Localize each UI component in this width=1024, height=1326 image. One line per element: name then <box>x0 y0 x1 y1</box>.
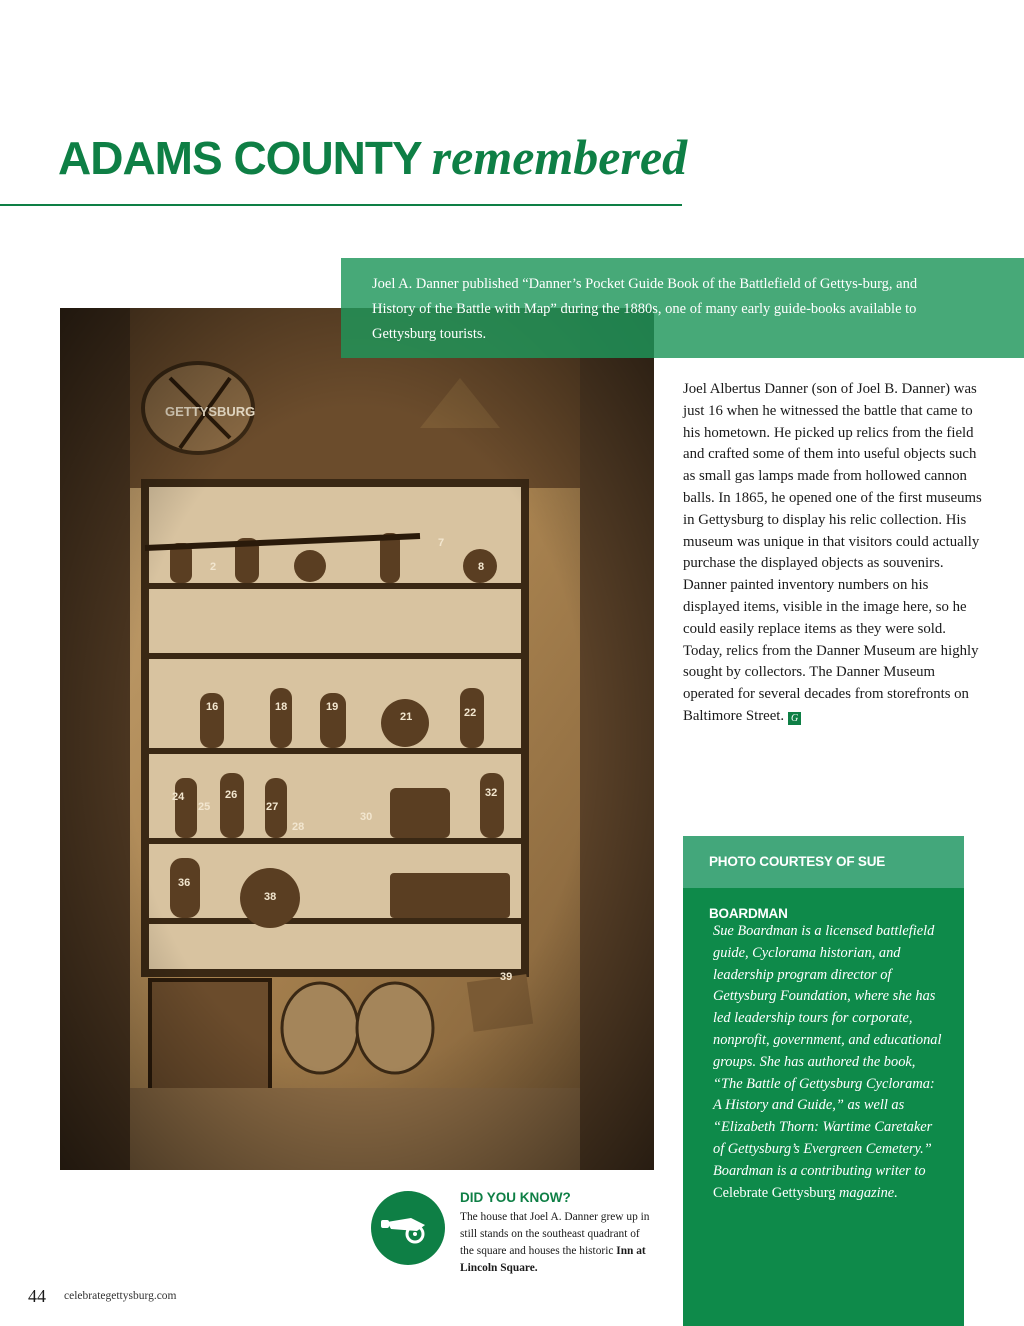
cannon-icon <box>371 1191 445 1265</box>
page-title <box>58 129 688 185</box>
bio-text <box>683 888 964 1204</box>
did-you-know-highlight: Inn at Lincoln Square. <box>460 1245 646 1274</box>
museum-display-cabinet-photo <box>60 308 654 1170</box>
title-bold: ADAMS COUNTY <box>58 132 422 184</box>
end-mark-icon: G <box>788 712 801 725</box>
bio-heading: PHOTO COURTESY OF SUE BOARDMAN <box>683 836 964 888</box>
author-bio <box>683 836 964 1326</box>
bio-text-end: magazine. <box>839 1184 898 1201</box>
did-you-know-title: DID YOU KNOW? <box>460 1190 571 1205</box>
title-rule <box>0 204 682 206</box>
title-italic: remembered <box>431 129 688 185</box>
photo-caption: Joel A. Danner published “Danner’s Pocket Guide Book of the Battlefield of Gettys-burg, and History of the Battle with Map” during the 1880s, one of many early guide-books available to Gettysburg tourists. <box>341 258 1024 358</box>
page-number: 44 <box>28 1286 46 1306</box>
website-link[interactable]: celebrategettysburg.com <box>64 1290 177 1302</box>
bio-text-main: Sue Boardman is a licensed battlefield guide, Cyclorama historian, and leadership program director of Gettysburg Foundation, where she has led leadership tours for corporate, nonprofit, government, and educational groups. She has authored the book, “The Battle of Gettysburg Cyclorama: A History and Guide,” as well as “Elizabeth Thorn: Wartime Caretaker of Gettysburg’s Evergreen Cemetery.” Boardman is a contributing writer to <box>713 923 942 1179</box>
did-you-know-text <box>460 1209 650 1277</box>
did-you-know-body: The house that Joel A. Danner grew up in still stands on the southeast quadrant of the square and houses the historic <box>460 1211 650 1257</box>
article-text: Joel Albertus Danner (son of Joel B. Danner) was just 16 when he witnessed the battle that came to his hometown. He picked up relics from the field and crafted some of them into useful objects such as small gas lamps made from hollowed cannon balls. In 1865, he opened one of the first museums in Gettysburg to display his relic collection. His museum was unique in that visitors could actually purchase the displayed objects as souvenirs. Danner painted inventory numbers on his displayed items, visible in the image here, so he could easily replace items as they were sold. Today, relics from the Danner Museum are highly sought by collectors. The Danner Museum operated for several decades from storefronts on Baltimore Street. <box>683 381 982 724</box>
article-body <box>683 379 983 728</box>
magazine-name: Celebrate Gettysburg <box>713 1184 836 1201</box>
